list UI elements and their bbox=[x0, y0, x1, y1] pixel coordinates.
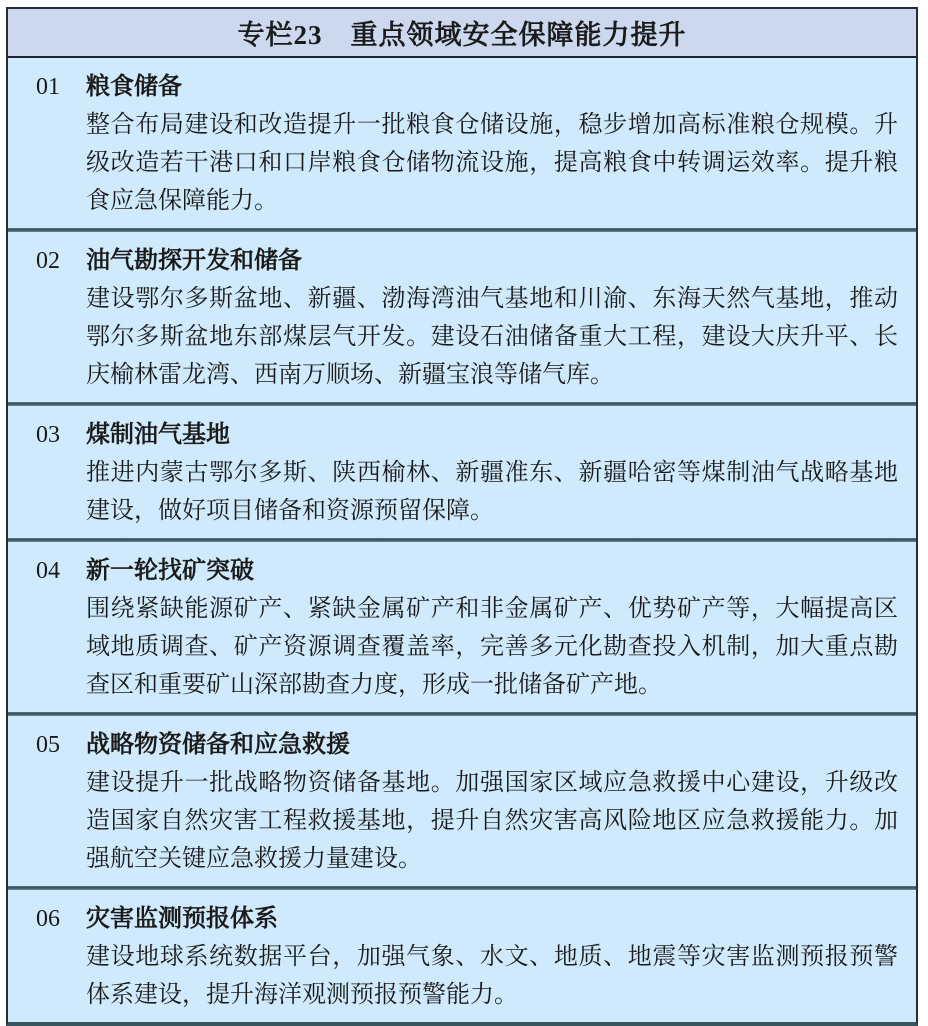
section-heading-row bbox=[36, 238, 898, 280]
section-body: 围绕紧缺能源矿产、紧缺金属矿产和非金属矿产、优势矿产等，大幅提高区域地质调查、矿产资源调查覆盖率，完善多元化勘查投入机制，加大重点勘查区和重要矿山深部勘查力度，形成一批储备矿产地。 bbox=[86, 596, 898, 698]
section-heading: 粮食储备 bbox=[86, 74, 182, 100]
list-item bbox=[8, 542, 916, 712]
section-number: 01 bbox=[36, 74, 60, 100]
section-body: 建设提升一批战略物资储备基地。加强国家区域应急救援中心建设，升级改造国家自然灾害工程救援基地，提升自然灾害高风险地区应急救援能力。加强航空关键应急救援力量建设。 bbox=[86, 770, 898, 872]
section-heading-row bbox=[36, 412, 898, 454]
box-title-bar bbox=[8, 9, 916, 58]
list-item bbox=[8, 890, 916, 1022]
section-heading: 油气勘探开发和储备 bbox=[86, 248, 302, 274]
section-body: 建设鄂尔多斯盆地、新疆、渤海湾油气基地和川渝、东海天然气基地，推动鄂尔多斯盆地东部煤层气开发。建设石油储备重大工程，建设大庆升平、长庆榆林雷龙湾、西南万顺场、新疆宝浪等储气库。 bbox=[86, 286, 898, 388]
section-heading-row bbox=[36, 548, 898, 590]
section-number: 02 bbox=[36, 248, 60, 274]
section-heading: 煤制油气基地 bbox=[86, 422, 230, 448]
list-item bbox=[8, 406, 916, 538]
section-heading: 新一轮找矿突破 bbox=[86, 558, 254, 584]
list-item bbox=[8, 58, 916, 228]
section-heading-row bbox=[36, 722, 898, 764]
section-number: 05 bbox=[36, 732, 60, 758]
section-heading: 战略物资储备和应急救援 bbox=[86, 732, 350, 758]
list-item bbox=[8, 716, 916, 886]
section-heading-row bbox=[36, 64, 898, 106]
section-number: 06 bbox=[36, 906, 60, 932]
section-body: 推进内蒙古鄂尔多斯、陕西榆林、新疆准东、新疆哈密等煤制油气战略基地建设，做好项目储备和资源预留保障。 bbox=[86, 460, 898, 524]
section-number: 03 bbox=[36, 422, 60, 448]
list-item bbox=[8, 232, 916, 402]
section-number: 04 bbox=[36, 558, 60, 584]
page-title: 专栏23 重点领域安全保障能力提升 bbox=[237, 20, 687, 50]
section-list bbox=[8, 58, 916, 1022]
section-body: 整合布局建设和改造提升一批粮食仓储设施，稳步增加高标准粮仓规模。升级改造若干港口和口岸粮食仓储物流设施，提高粮食中转调运效率。提升粮食应急保障能力。 bbox=[86, 112, 898, 214]
section-heading: 灾害监测预报体系 bbox=[86, 906, 278, 932]
section-heading-row bbox=[36, 896, 898, 938]
feature-box bbox=[6, 7, 918, 1026]
section-body: 建设地球系统数据平台，加强气象、水文、地质、地震等灾害监测预报预警体系建设，提升海洋观测预报预警能力。 bbox=[86, 944, 898, 1008]
